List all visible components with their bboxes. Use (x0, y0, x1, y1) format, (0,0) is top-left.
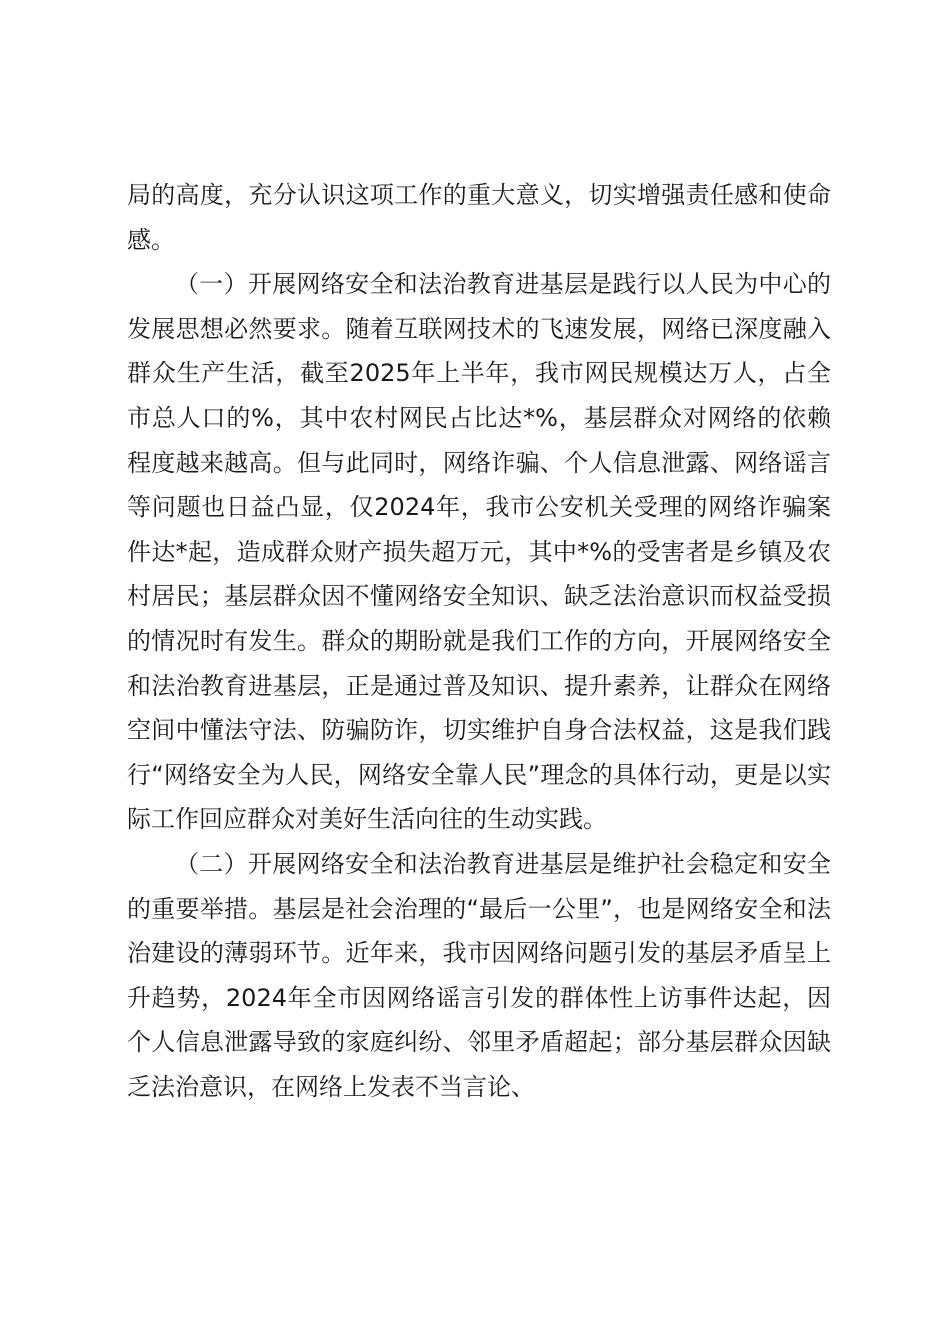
document-body (127, 173, 831, 1109)
paragraph-section-one: （一）开展网络安全和法治教育进基层是践行以人民为中心的发展思想必然要求。随着互联网技术的飞速发展，网络已深度融入群众生产生活，截至2025年上半年，我市网民规模达万人，占全市总人口的%，其中农村网民占比达*%，基层群众对网络的依赖程度越来越高。但与此同时，网络诈骗、个人信息泄露、网络谣言等问题也日益凸显，仅2024年，我市公安机关受理的网络诈骗案件达*起，造成群众财产损失超万元，其中*%的受害者是乡镇及农村居民；基层群众因不懂网络安全知识、缺乏法治意识而权益受损的情况时有发生。群众的期盼就是我们工作的方向，开展网络安全和法治教育进基层，正是通过普及知识、提升素养，让群众在网络空间中懂法守法、防骗防诈，切实维护自身合法权益，这是我们践行“网络安全为人民，网络安全靠人民”理念的具体行动，更是以实际工作回应群众对美好生活向往的生动实践。 (127, 270, 831, 834)
paragraph-section-two: （二）开展网络安全和法治教育进基层是维护社会稳定和安全的重要举措。基层是社会治理的“最后一公里”，也是网络安全和法治建设的薄弱环节。近年来，我市因网络问题引发的基层矛盾呈上升趋势，2024年全市因网络谣言引发的群体性上访事件达起，因个人信息泄露导致的家庭纠纷、邻里矛盾超起；部分基层群众因缺乏法治意识，在网络上发表不当言论、 (127, 849, 831, 1101)
paragraph-continuation: 局的高度，充分认识这项工作的重大意义，切实增强责任感和使命感。 (127, 181, 831, 254)
